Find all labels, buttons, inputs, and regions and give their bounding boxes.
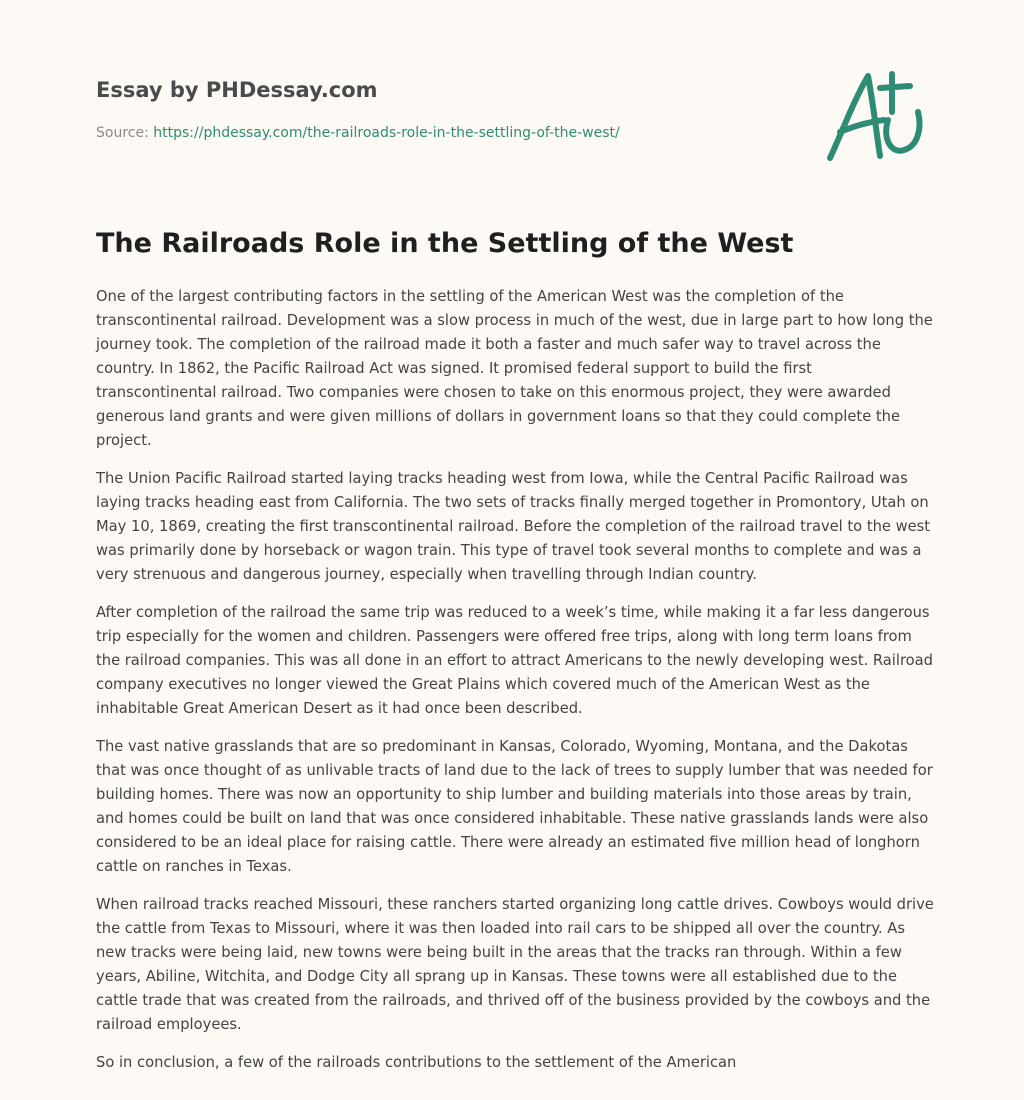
essay-paragraph: The Union Pacific Railroad started laying tracks heading west from Iowa, while the Central Pacific Railroad was laying tracks heading east from California. The two sets of tracks finally merged together in Promontory, Utah on May 10, 1869, creating the first transcontinental railroad. Before the completion of the railroad travel to the west was primarily done by horseback or wagon train. This type of travel took several months to complete and was a very strenuous and dangerous journey, especially when travelling through Indian country. xyxy=(96,470,931,583)
source-label: Source: xyxy=(96,125,149,141)
a-plus-grade-icon xyxy=(818,66,930,166)
essay-paragraph: One of the largest contributing factors in the settling of the American West was the completion of the transcontinental railroad. Development was a slow process in much of the west, due in large part to how long the journey took. The completion of the railroad made it both a faster and much safer way to travel across the country. In 1862, the Pacific Railroad Act was signed. It promised federal support to build the first transcontinental railroad. Two companies were chosen to take on this enormous project, they were awarded generous land grants and were given millions of dollars in government loans so that they could complete the project. xyxy=(96,288,933,449)
essay-paragraph: So in conclusion, a few of the railroads contributions to the settlement of the American xyxy=(96,1054,737,1071)
site-brand: Essay by PHDessay.com xyxy=(96,78,378,102)
a-plus-logo-svg xyxy=(818,66,930,166)
source-link[interactable]: https://phdessay.com/the-railroads-role-in-the-settling-of-the-west/ xyxy=(153,125,620,141)
essay-paragraph: When railroad tracks reached Missouri, these ranchers started organizing long cattle drives. Cowboys would drive the cattle from Texas to Missouri, where it was then loaded into rail cars to be shipped all over the country. As new tracks were being laid, new towns were being built in the areas that the tracks ran through. Within a few years, Abiline, Witchita, and Dodge City all sprang up in Kansas. These towns were all established due to the cattle trade that was created from the railroads, and thrived off of the business provided by the cowboys and the railroad employees. xyxy=(96,896,934,1033)
essay-title: The Railroads Role in the Settling of the West xyxy=(96,228,794,259)
essay-paragraph: The vast native grasslands that are so predominant in Kansas, Colorado, Wyoming, Montana, and the Dakotas that was once thought of as unlivable tracts of land due to the lack of trees to supply lumber that was needed for building homes. There was now an opportunity to ship lumber and building materials into those areas by train, and homes could be built on land that was once considered inhabitable. These native grasslands lands were also considered to be an ideal place for raising cattle. There were already an estimated five million head of longhorn cattle on ranches in Texas. xyxy=(96,738,933,875)
page-header xyxy=(96,76,716,143)
essay-body xyxy=(96,285,934,1089)
essay-paragraph: After completion of the railroad the same trip was reduced to a week’s time, while making it a far less dangerous trip especially for the women and children. Passengers were offered free trips, along with long term loans from the railroad companies. This was all done in an effort to attract Americans to the newly developing west. Railroad company executives no longer viewed the Great Plains which covered much of the American West as the inhabitable Great American Desert as it had once been described. xyxy=(96,604,933,717)
source-line xyxy=(96,123,716,143)
